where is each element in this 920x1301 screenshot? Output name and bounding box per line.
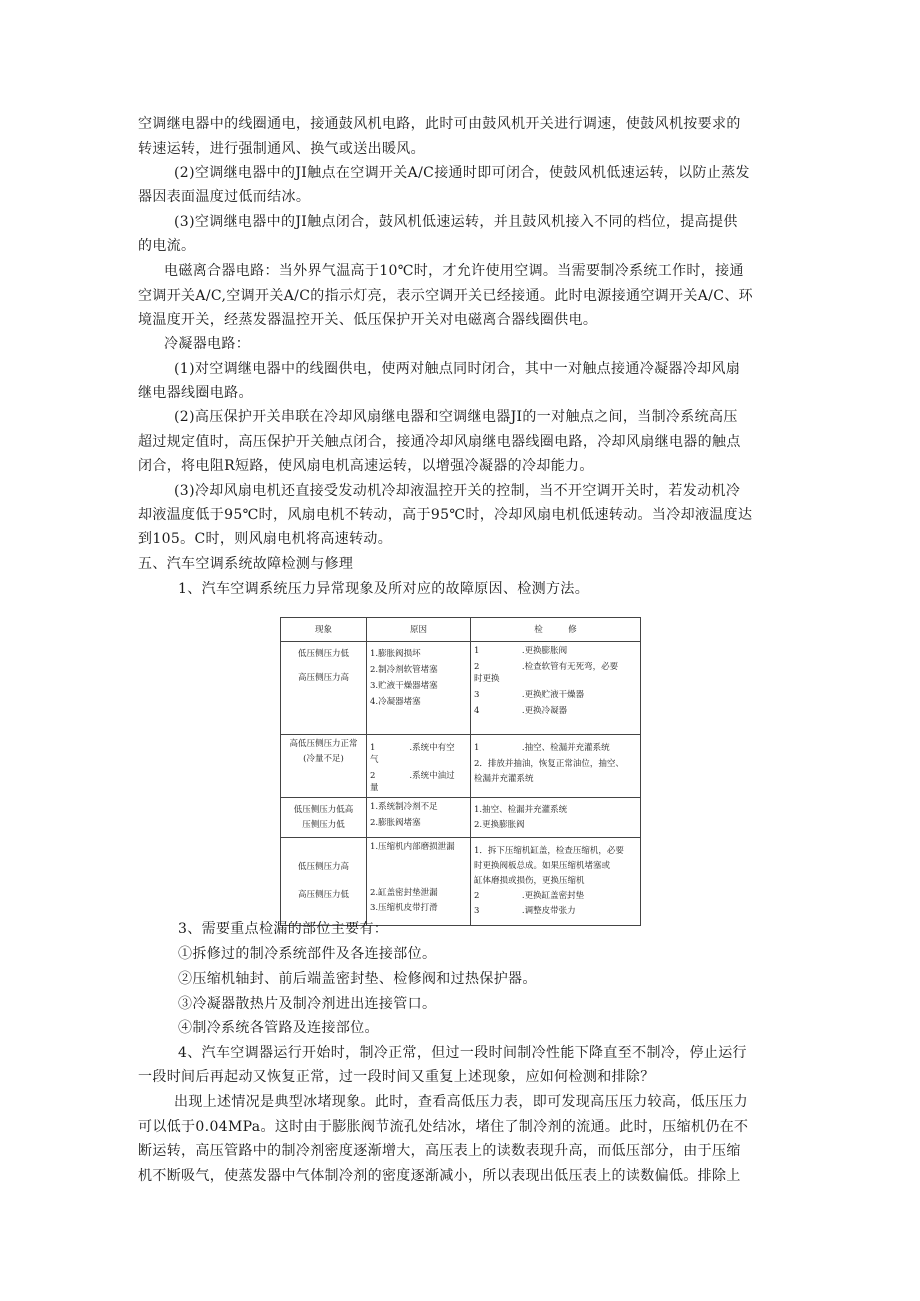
paragraph-line: 电磁离合器电路：当外界气温高于10℃时，才允许使用空调。当需要制冷系统工作时，接通 xyxy=(164,263,744,279)
paragraph-line: (1)对空调继电器中的线圈供电，使两对触点同时闭合，其中一对触点接通冷凝器冷却风扇 xyxy=(174,361,741,377)
fault-table xyxy=(280,617,641,926)
paragraph-line: (2)高压保护开关串联在冷却风扇继电器和空调继电器JI的一对触点之间，当制冷系统高压 xyxy=(174,409,738,425)
section-heading: 五、汽车空调系统故障检测与修理 xyxy=(138,556,354,572)
paragraph-line: 机不断吸气，使蒸发器中气体制冷剂的密度逐渐减小，所以表现出低压表上的读数偏低。排除上 xyxy=(138,1168,741,1184)
symptom-cell: 低压侧压力低 高压侧压力高 xyxy=(281,642,367,735)
symptom-cell: 低压侧压力低高 压侧压力低 xyxy=(281,798,367,838)
table-header-row xyxy=(281,618,641,642)
paragraph-line: 闭合，将电阻R短路，使风扇电机高速运转，以增强冷凝器的冷却能力。 xyxy=(138,458,594,474)
paragraph-line: (3)冷却风扇电机还直接受发动机冷却液温控开关的控制，当不开空调开关时，若发动机冷 xyxy=(174,483,741,499)
paragraph-line: (3)空调继电器中的JI触点闭合，鼓风机低速运转，并且鼓风机接入不同的档位，提高提供 xyxy=(174,214,738,230)
paragraph-line: 空调继电器中的线圈通电，接通鼓风机电路，此时可由鼓风机开关进行调速，使鼓风机按要求的 xyxy=(138,116,741,132)
paragraph-line: 继电器线圈电路。 xyxy=(138,385,253,401)
header-repair: 检 修 xyxy=(471,618,641,642)
paragraph-line: 却液温度低于95℃时，风扇电机不转动，高于95℃时，冷却风扇电机低速转动。当冷却液温度达 xyxy=(138,507,753,523)
paragraph-line: 超过规定值时，高压保护开关触点闭合，接通冷却风扇继电器线圈电路，冷却风扇继电器的触点 xyxy=(138,434,741,450)
section-label: 冷凝器电路： xyxy=(164,336,251,352)
paragraph-line: 境温度开关，经蒸发器温控开关、低压保护开关对电磁离合器线圈供电。 xyxy=(138,312,598,328)
cause-cell: 1.膨胀阀损坏 2.制冷剂软管堵塞 3.贮液干燥器堵塞 4.冷凝器堵塞 xyxy=(367,642,471,735)
paragraph-line: 断运转，高压管路中的制冷剂密度逐渐增大，高压表上的读数表现升高，而低压部分，由于压缩 xyxy=(138,1143,741,1159)
list-item: ④制冷系统各管路及连接部位。 xyxy=(178,1020,379,1036)
repair-cell: 1.抽空、检漏并充灌系统 2.更换膨胀阀 xyxy=(471,798,641,838)
repair-cell: 1 .抽空、检漏并充灌系统 2．排放并抽油，恢复正常油位，抽空、 检漏并充灌系统 xyxy=(471,735,641,798)
header-symptom: 现象 xyxy=(281,618,367,642)
paragraph-line: 可以低于0.04MPa。这时由于膨胀阀节流孔处结冰，堵住了制冷剂的流通。此时，压缩机仍在不 xyxy=(138,1119,749,1135)
paragraph-line: 出现上述情况是典型冰堵现象。此时，查看高低压力表，即可发现高压压力较高，低压压力 xyxy=(174,1094,748,1110)
paragraph-line: 器因表面温度过低而结冰。 xyxy=(138,189,311,205)
subsection-heading: 1、汽车空调系统压力异常现象及所对应的故障原因、检测方法。 xyxy=(178,581,590,597)
list-item: ②压缩机轴封、前后端盖密封垫、检修阀和过热保护器。 xyxy=(178,971,537,987)
cause-cell: 1.压缩机内部磨损泄漏 2.缸盖密封垫泄漏 3.压缩机皮带打滑 xyxy=(367,838,471,926)
list-item: ③冷凝器散热片及制冷剂进出连接管口。 xyxy=(178,996,437,1012)
table-row xyxy=(281,798,641,838)
table-row xyxy=(281,642,641,735)
paragraph-line: 的电流。 xyxy=(138,238,196,254)
subsection-heading: 3、需要重点检漏的部位主要有： xyxy=(178,921,389,937)
table-row xyxy=(281,838,641,926)
paragraph-line: (2)空调继电器中的JI触点在空调开关A/C接通时即可闭合，使鼓风机低速运转，以防止蒸发 xyxy=(174,165,750,181)
symptom-cell: 低压侧压力高 高压侧压力低 xyxy=(281,838,367,926)
paragraph-line: 一段时间后再起动又恢复正常，过一段时间又重复上述现象，应如何检测和排除？ xyxy=(138,1069,655,1085)
header-cause: 原因 xyxy=(367,618,471,642)
list-item: ①拆修过的制冷系统部件及各连接部位。 xyxy=(178,946,437,962)
cause-cell: 1 .系统中有空 气 2 .系统中油过 量 xyxy=(367,735,471,798)
paragraph-line: 到105。C时，则风扇电机将高速转动。 xyxy=(138,531,393,547)
symptom-cell: 高低压侧压力正常 (冷量不足) xyxy=(281,735,367,798)
repair-cell: 1 .更换膨胀阀 2 .检查软管有无死弯，必要 时更换 3 .更换贮液干燥器 4 .更换冷凝器 xyxy=(471,642,641,735)
repair-cell: 1．拆下压缩机缸盖，检查压缩机，必要 时更换阀板总成。如果压缩机堵塞或 缸体磨损或损伤，更换压缩机 2 .更换缸盖密封垫 3 .调整皮带张力 xyxy=(471,838,641,926)
cause-cell: 1.系统制冷剂不足 2.膨胀阀堵塞 xyxy=(367,798,471,838)
paragraph-line: 4、汽车空调器运行开始时，制冷正常，但过一段时间制冷性能下降直至不制冷，停止运行 xyxy=(178,1045,747,1061)
table-row xyxy=(281,735,641,798)
paragraph-line: 转速运转，进行强制通风、换气或送出暖风。 xyxy=(138,141,425,157)
paragraph-line: 空调开关A/C,空调开关A/C的指示灯亮，表示空调开关已经接通。此时电源接通空调开关A/C、环 xyxy=(138,288,754,304)
